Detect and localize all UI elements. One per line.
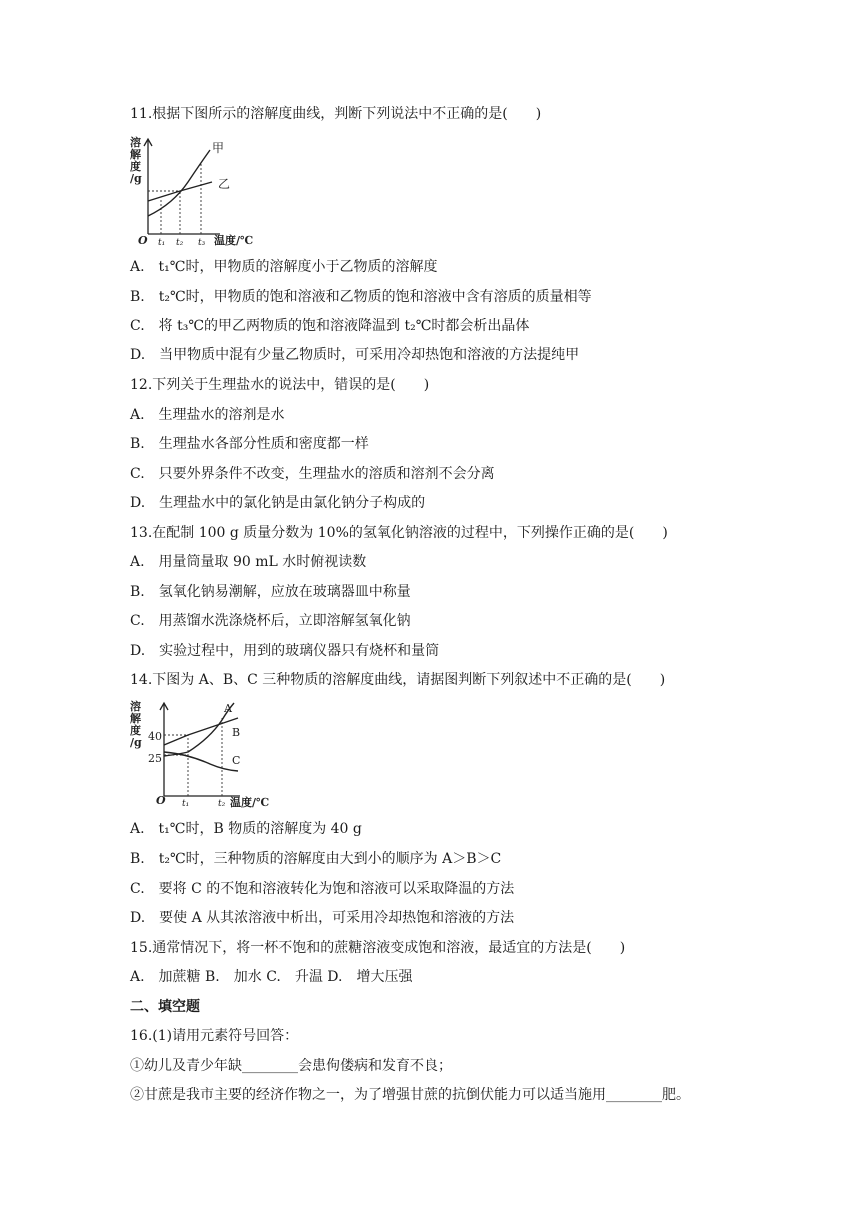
q14-option-a: A. t₁℃时，B 物质的溶解度为 40 g	[130, 821, 362, 837]
tick-t2: t₂	[218, 799, 226, 809]
curve-jia	[148, 150, 210, 216]
label-yi: 乙	[218, 177, 231, 191]
ytick-40: 40	[148, 730, 162, 743]
curve-yi	[148, 182, 212, 201]
solubility-chart-q11	[128, 136, 258, 248]
origin-label: O	[138, 234, 148, 247]
q15-options: A. 加蔗糖 B. 加水 C. 升温 D. 增大压强	[130, 969, 413, 985]
ylabel-char-2: 解	[130, 148, 141, 161]
tick-t3: t₃	[198, 238, 206, 248]
question-16-item-1: ①幼儿及青少年缺________会患佝偻病和发育不良；	[130, 1058, 452, 1074]
q12-option-c: C. 只要外界条件不改变，生理盐水的溶质和溶剂不会分离	[130, 466, 495, 482]
tick-t1: t₁	[158, 238, 166, 248]
curve-b	[164, 718, 241, 745]
question-12-stem: 12.下列关于生理盐水的说法中，错误的是( )	[130, 377, 430, 393]
ylabel-char-1: 溶	[130, 700, 141, 713]
q13-option-d: D. 实验过程中，用到的玻璃仪器只有烧杯和量筒	[130, 643, 440, 659]
q12-option-d: D. 生理盐水中的氯化钠是由氯化钠分子构成的	[130, 495, 426, 511]
question-11-stem: 11.根据下图所示的溶解度曲线，判断下列说法中不正确的是( )	[130, 106, 542, 122]
label-jia: 甲	[212, 141, 225, 155]
question-16-item-2: ②甘蔗是我市主要的经济作物之一，为了增强甘蔗的抗倒伏能力可以适当施用________肥。	[130, 1087, 690, 1103]
ylabel-char-3: 度	[130, 724, 141, 737]
label-b: B	[232, 726, 241, 739]
q11-option-c: C. 将 t₃℃的甲乙两物质的饱和溶液降温到 t₂℃时都会析出晶体	[130, 318, 530, 334]
label-a: A	[224, 702, 232, 715]
ylabel-char-4: /g	[130, 172, 142, 185]
q13-option-b: B. 氢氧化钠易潮解，应放在玻璃器皿中称量	[130, 584, 411, 600]
q11-option-a: A. t₁℃时，甲物质的溶解度小于乙物质的溶解度	[130, 259, 438, 275]
q14-option-d: D. 要使 A 从其浓溶液中析出，可采用冷却热饱和溶液的方法	[130, 910, 515, 926]
solubility-chart-q14	[128, 700, 278, 812]
section-title-fill-blank: 二、填空题	[130, 999, 200, 1015]
xlabel: 温度/℃	[214, 234, 254, 247]
q14-option-b: B. t₂℃时，三种物质的溶解度由大到小的顺序为 A＞B＞C	[130, 851, 502, 867]
q14-option-c: C. 要将 C 的不饱和溶液转化为饱和溶液可以采取降温的方法	[130, 881, 515, 897]
ylabel-char-4: /g	[130, 736, 142, 749]
tick-t2: t₂	[176, 238, 184, 248]
question-15-stem: 15.通常情况下，将一杯不饱和的蔗糖溶液变成饱和溶液，最适宜的方法是( )	[130, 940, 626, 956]
question-16-stem: 16.(1)请用元素符号回答：	[130, 1028, 299, 1044]
xlabel: 温度/℃	[230, 796, 270, 809]
ylabel-char-3: 度	[130, 160, 141, 173]
ylabel-char-1: 溶	[130, 136, 141, 149]
question-13-stem: 13.在配制 100 g 质量分数为 10%的氢氧化钠溶液的过程中，下列操作正确的是( )	[130, 525, 668, 541]
tick-t1: t₁	[182, 799, 190, 809]
label-c: C	[232, 754, 241, 767]
ytick-25: 25	[148, 752, 162, 765]
q11-option-d: D. 当甲物质中混有少量乙物质时，可采用冷却热饱和溶液的方法提纯甲	[130, 347, 580, 363]
question-14-stem: 14.下图为 A、B、C 三种物质的溶解度曲线，请据图判断下列叙述中不正确的是( )	[130, 672, 666, 688]
q13-option-c: C. 用蒸馏水洗涤烧杯后，立即溶解氢氧化钠	[130, 613, 411, 629]
q12-option-a: A. 生理盐水的溶剂是水	[130, 407, 285, 423]
origin-label: O	[156, 794, 166, 807]
ylabel-char-2: 解	[130, 712, 141, 725]
q11-option-b: B. t₂℃时，甲物质的饱和溶液和乙物质的饱和溶液中含有溶质的质量相等	[130, 289, 592, 305]
q12-option-b: B. 生理盐水各部分性质和密度都一样	[130, 436, 369, 452]
q13-option-a: A. 用量筒量取 90 mL 水时俯视读数	[130, 554, 367, 570]
